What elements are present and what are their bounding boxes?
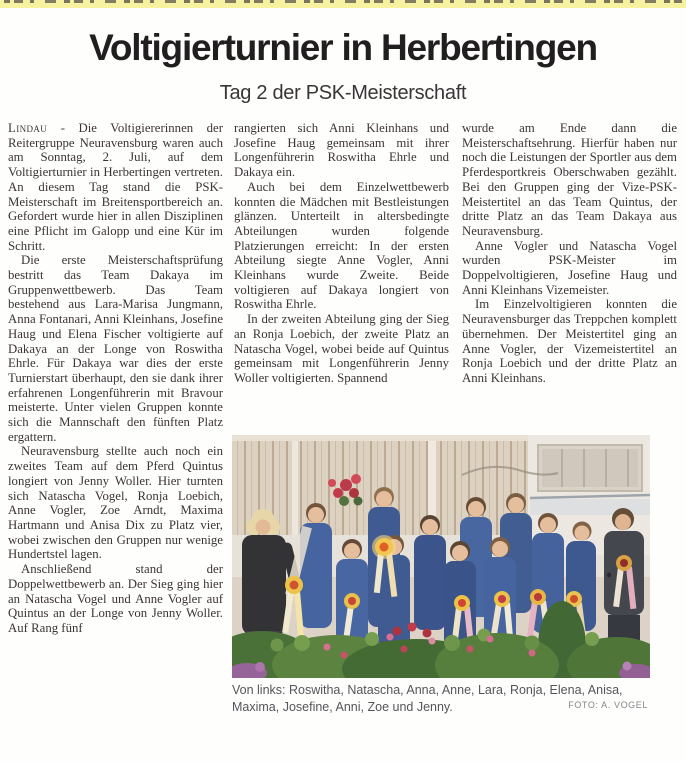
paragraph: wurde am Ende dann die Meisterschaftsehrung. Hierfür haben nur noch die Leistungen der Sportler aus dem Pferdesportkreis Oberschwaben gezählt. Bei den Gruppen ging der Vize-PSK-Meistertitel an das Team Quintus, der dritte Platz an das Team Dakaya aus Neuravensburg. [462, 121, 677, 238]
photo-credit: FOTO: A. VOGEL [568, 699, 648, 710]
paragraph: Neuravensburg stellte auch noch ein zweites Team auf dem Pferd Quintus longiert von Jenny Woller. Hier turnten sich Natascha Vogel, Ronja Loebich, Anne Vogler, Zoe Arndt, Maxima Hartmann und Anisa Dix zu Platz vier, wobei zwischen den Gruppen nur wenige Hundertstel lagen. [8, 444, 223, 562]
photo-caption [232, 682, 650, 715]
text-column-1 [8, 121, 223, 636]
article-photo [232, 435, 650, 678]
article-title: Voltigierturnier in Herbertingen [89, 27, 597, 68]
paragraph: rangierten sich Anni Kleinhans und Josefine Haug gemeinsam mit ihrer Longenführerin Roswitha Ehrle und Dakaya ein. [234, 121, 449, 180]
photo-caption-text: Von links: Roswitha, Natascha, Anna, Anne, Lara, Ronja, Elena, Anisa, Maxima, Josefine, Anni, Zoe und Jenny. [232, 683, 623, 714]
paragraph: Anne Vogler und Natascha Vogel wurden PSK-Meister im Doppelvoltigieren, Josefine Haug und Anni Kleinhans Vizemeister. [462, 238, 677, 297]
paragraph: Auch bei dem Einzelwettbewerb konnten die Mädchen mit Bestleistungen glänzen. Unterteilt in altersbedingte Abteilungen wurden folgende Platzierungen erreicht: In der ersten Abteilung siegte Anne Vogler, Anni Kleinhans wurde Zweite. Beide voltigieren auf Dakaya longiert von Roswitha Ehrle. [234, 179, 449, 312]
paragraph: Die erste Meisterschaftsprüfung bestritt das Team Dakaya im Gruppenwettbewerb. Das Team bestehend aus Lara-Marisa Jungmann, Anna Fontanari, Anni Kleinhans, Josefine Haug und Elena Fischer voltigierte auf Dakaya an der Longe von Roswitha Ehrle. Für Dakaya war dies der erste Turnierstart überhaupt, den sie dank ihrer erfahrenen Longenführerin mit Bravour meisterte. Unter vielen Gruppen konnte sich die Mannschaft den fünften Platz ergattern. [8, 253, 223, 444]
paragraph: In der zweiten Abteilung ging der Sieg an Ronja Loebich, der zweite Platz an Natascha Vogel, wobei beide auf Quintus gemeinsam mit Longenführerin Jenny Woller voltigierten. Spannend [234, 312, 449, 385]
paragraph: Anschließend stand der Doppelwettbewerb an. Der Sieg ging hier an Natascha Vogel und Anne Vogler auf Quintus an der Longe von Jenny Woller. Auf Rang fünf [8, 562, 223, 635]
paragraph: Im Einzelvoltigieren konnten die Neuravensburger das Treppchen komplett übernehmen. Der Meistertitel ging an Anne Vogler, der Vizemeistertitel an Ronja Loebich und der dritte Platz an Anni Kleinhans. [462, 297, 677, 385]
article-subtitle: Tag 2 der PSK-Meisterschaft [219, 82, 467, 104]
text-column-2 [234, 121, 449, 386]
paragraph [8, 121, 223, 253]
dateline: Lindau [8, 121, 48, 135]
highlighted-text-strip [0, 0, 686, 8]
text-column-3 [462, 121, 677, 386]
paragraph-text: - Die Voltigiererinnen der Reitergruppe Neuravensburg waren auch am Sonntag, 2. Juli, auf dem Voltigierturnier in Herbertingen vertreten. An diesem Tag stand die PSK-Meisterschaft im Breitensportbereich an. Gefordert wurde hier in allen Disziplinen eine Pflicht im Galopp und eine Kür im Schritt. [8, 121, 223, 253]
